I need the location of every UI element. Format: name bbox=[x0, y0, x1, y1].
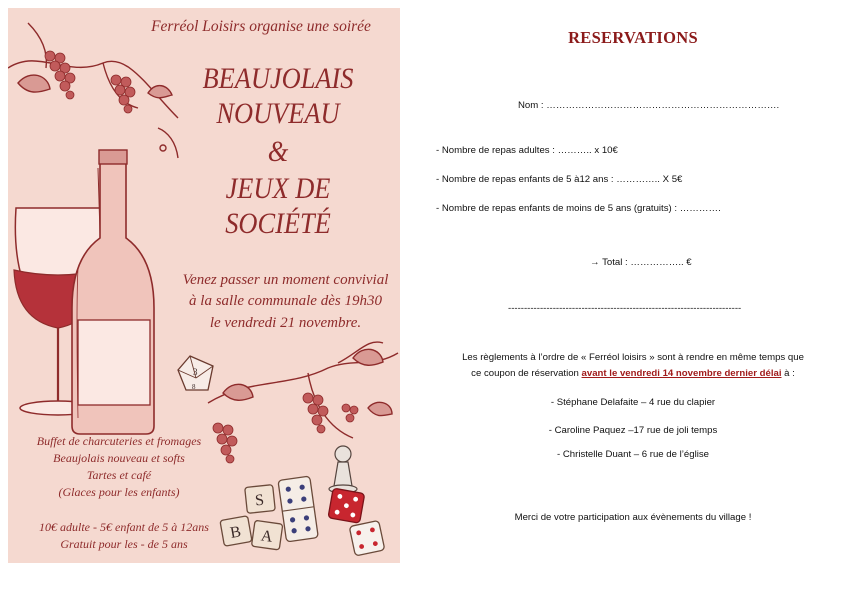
tile-letter-b: B bbox=[228, 523, 243, 542]
poster-title-line-5: SOCIÉTÉ bbox=[225, 207, 331, 240]
grapevine-bottom-right-icon bbox=[208, 342, 398, 438]
tile-letter-s: S bbox=[254, 491, 265, 510]
poster-title-line-1: BEAUJOLAIS bbox=[202, 62, 354, 95]
child-meals-field: - Nombre de repas enfants de 5 à12 ans : ………….. X 5€ bbox=[436, 174, 683, 185]
payment-instructions-line-2 bbox=[420, 368, 842, 379]
grapevine-top-left-icon bbox=[8, 23, 178, 158]
poster-price-line-1: 10€ adulte - 5€ enfant de 5 à 12ans bbox=[39, 520, 209, 534]
event-poster bbox=[8, 8, 400, 563]
red-die-icon bbox=[328, 488, 365, 523]
wine-bottle-icon bbox=[72, 150, 154, 434]
letter-tile-s-icon bbox=[245, 485, 276, 514]
reservation-title: RESERVATIONS bbox=[568, 28, 698, 47]
payment-suffix: à : bbox=[781, 368, 795, 379]
thanks-message: Merci de votre participation aux évènements du village ! bbox=[514, 512, 752, 523]
white-die-icon bbox=[349, 520, 385, 556]
poster-title-line-3: & bbox=[267, 135, 289, 168]
contact-2: - Caroline Paquez –17 rue de joli temps bbox=[548, 425, 718, 436]
poster-menu-line-3: Tartes et café bbox=[86, 468, 152, 482]
tile-letter-a: A bbox=[259, 527, 274, 546]
grapes-top-left-icon bbox=[45, 51, 135, 113]
poster-invitation-line-3: le vendredi 21 novembre. bbox=[209, 315, 362, 331]
poster-organizer: Ferréol Loisirs organise une soirée bbox=[151, 18, 371, 35]
die-number-8: 8 bbox=[192, 383, 196, 391]
cut-separator: ------------------------------------------------------------------------- bbox=[508, 303, 742, 314]
payment-deadline: avant le vendredi 14 novembre dernier délai bbox=[581, 368, 782, 379]
total-field: → Total : …………….. € bbox=[590, 257, 692, 268]
poster-menu-line-2: Beaujolais nouveau et softs bbox=[53, 451, 185, 465]
payment-prefix: ce coupon de réservation bbox=[471, 368, 582, 379]
poster-price-line-2: Gratuit pour les - de 5 ans bbox=[60, 537, 188, 551]
payment-instructions-line-1: Les règlements à l’ordre de « Ferréol loisirs » sont à rendre en même temps que bbox=[462, 352, 804, 363]
name-field: Nom : ………………………………………………………………. bbox=[518, 100, 780, 111]
poster-invitation-line-2: à la salle communale dès 19h30 bbox=[189, 293, 382, 309]
d8-die-icon bbox=[178, 356, 213, 391]
young-child-meals-field: - Nombre de repas enfants de moins de 5 ans (gratuits) : …………. bbox=[436, 203, 721, 214]
poster-menu-line-4: (Glaces pour les enfants) bbox=[58, 485, 180, 499]
contact-3: - Christelle Duant – 6 rue de l’église bbox=[557, 449, 709, 460]
adult-meals-field: - Nombre de repas adultes : ……….. x 10€ bbox=[436, 145, 618, 156]
poster-menu-line-1: Buffet de charcuteries et fromages bbox=[36, 434, 202, 448]
poster-invitation-line-1: Venez passer un moment convivial bbox=[182, 272, 389, 288]
reservation-form bbox=[420, 0, 842, 595]
poster-title-line-2: NOUVEAU bbox=[216, 97, 340, 130]
letter-tile-a-icon bbox=[251, 520, 282, 550]
contact-1: - Stéphane Delafaite – 4 rue du clapier bbox=[550, 397, 716, 408]
poster-title-line-4: JEUX DE bbox=[225, 172, 331, 205]
die-number-3: 3 bbox=[193, 367, 198, 377]
game-pawn-icon bbox=[329, 446, 357, 493]
domino-icon bbox=[278, 476, 318, 542]
